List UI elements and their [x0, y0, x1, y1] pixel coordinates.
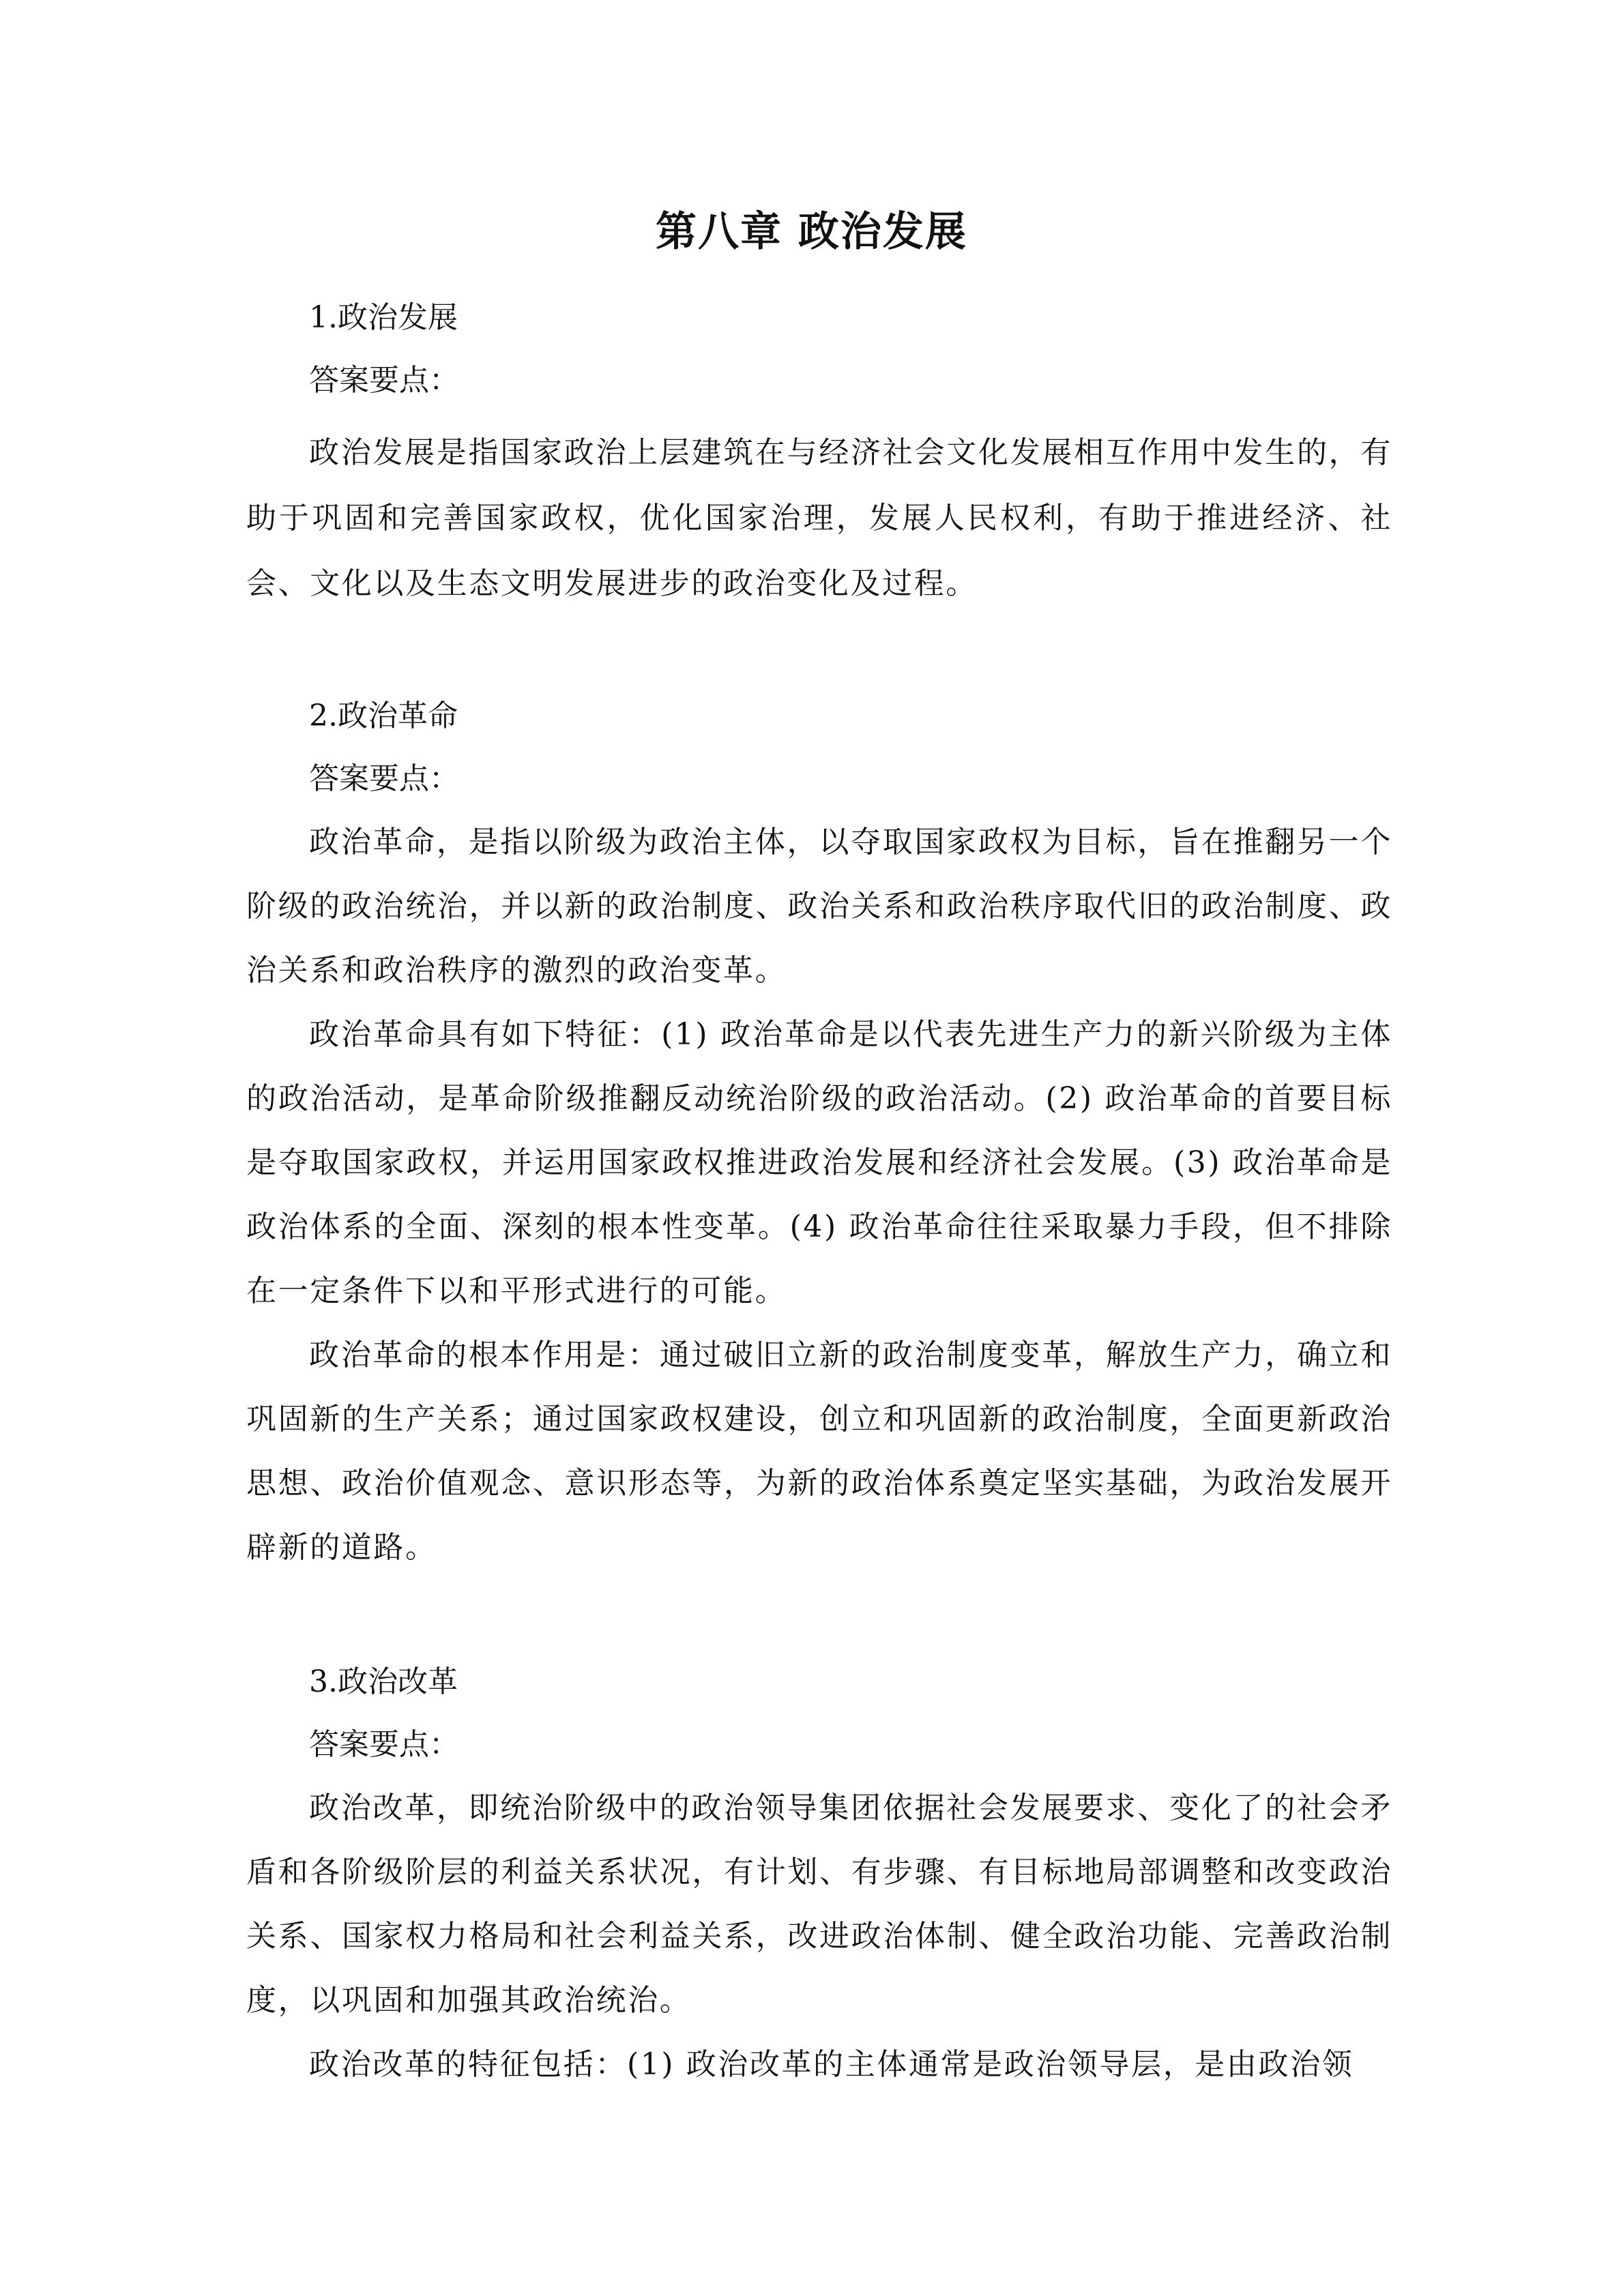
answer-label: 答案要点：	[309, 1727, 459, 1762]
section-heading: 2.政治革命	[309, 698, 458, 733]
paragraph: 政治革命，是指以阶级为政治主体，以夺取国家政权为目标，旨在推翻另一个阶级的政治统治，并以新的政治制度、政治关系和政治秩序取代旧的政治制度、政治关系和政治秩序的激烈的政治变革。	[246, 825, 1392, 988]
paragraph: 政治改革，即统治阶级中的政治领导集团依据社会发展要求、变化了的社会矛盾和各阶级阶层的利益关系状况，有计划、有步骤、有目标地局部调整和改变政治关系、国家权力格局和社会利益关系，改进政治体制、健全政治功能、完善政治制度，以巩固和加强其政治统治。	[246, 1791, 1392, 2018]
section-spacer	[246, 1580, 1392, 1651]
chapter-title: 第八章 政治发展	[656, 208, 967, 256]
section-heading: 1.政治发展	[309, 300, 458, 335]
answer-label: 答案要点：	[309, 761, 459, 796]
paragraph: 政治改革的特征包括：(1) 政治改革的主体通常是政治领导层，是由政治领	[309, 2047, 1354, 2082]
section-political-development	[246, 286, 1392, 617]
section-political-reform	[246, 1651, 1392, 2097]
paragraph: 政治革命的根本作用是：通过破旧立新的政治制度变革，解放生产力，确立和巩固新的生产关系；通过国家政权建设，创立和巩固新的政治制度，全面更新政治思想、政治价值观念、意识形态等，为新的政治体系奠定坚实基础，为政治发展开辟新的道路。	[246, 1338, 1392, 1565]
section-political-revolution	[246, 685, 1392, 1580]
paragraph: 政治发展是指国家政治上层建筑在与经济社会文化发展相互作用中发生的，有助于巩固和完善国家政权，优化国家治理，发展人民权利，有助于推进经济、社会、文化以及生态文明发展进步的政治变化及过程。	[246, 435, 1392, 601]
section-spacer	[246, 617, 1392, 685]
paragraph: 政治革命具有如下特征：(1) 政治革命是以代表先进生产力的新兴阶级为主体的政治活动，是革命阶级推翻反动统治阶级的政治活动。(2) 政治革命的首要目标是夺取国家政权，并运用国家政权推进政治发展和经济社会发展。(3) 政治革命是政治体系的全面、深刻的根本性变革。(4) 政治革命往往采取暴力手段，但不排除在一定条件下以和平形式进行的可能。	[246, 1017, 1392, 1308]
document-body	[246, 286, 1392, 2097]
answer-label: 答案要点：	[309, 363, 459, 398]
section-heading: 3.政治改革	[309, 1664, 458, 1699]
